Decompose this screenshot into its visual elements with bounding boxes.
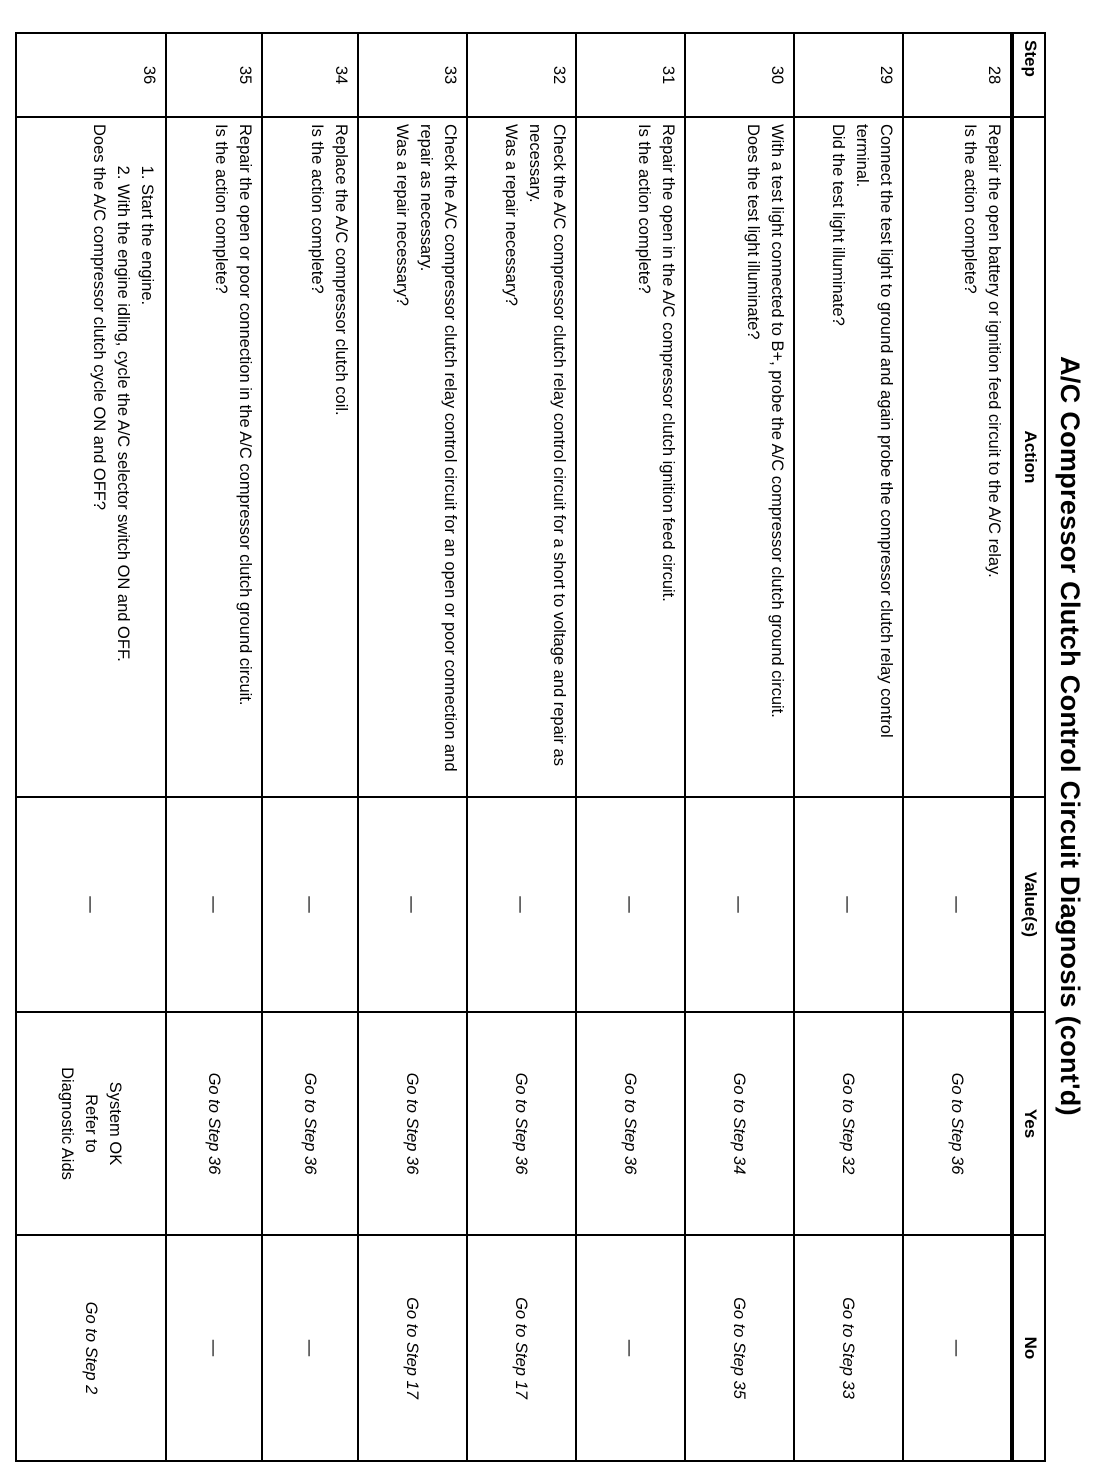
header-values: Value(s) (1012, 797, 1045, 1012)
value-cell: — (903, 797, 1012, 1012)
table-row (166, 33, 262, 1461)
action-step: 2. With the engine idling, cycle the A/C selector switch ON and OFF. (111, 184, 135, 790)
yes-goto-link: Go to Step 36 (301, 1072, 319, 1175)
step-number: 34 (262, 33, 358, 117)
action-question: Was a repair necessary? (502, 124, 520, 306)
yes-goto-link: Go to Step 34 (730, 1072, 749, 1175)
no-cell (576, 1235, 685, 1461)
action-step: 1. Start the engine. (135, 184, 159, 790)
step-number: 30 (685, 33, 794, 117)
yes-cell (166, 1012, 262, 1235)
no-goto-link: — (301, 1339, 319, 1357)
action-cell (262, 117, 358, 797)
no-goto-link: Go to Step 35 (730, 1297, 749, 1399)
action-question: Was a repair necessary? (393, 124, 411, 306)
no-cell (467, 1235, 576, 1461)
step-number: 29 (794, 33, 903, 117)
table-row (16, 33, 166, 1461)
action-text: Check the A/C compressor clutch relay control circuit for a short to voltage and repair as necessary. (526, 124, 568, 766)
no-cell (262, 1235, 358, 1461)
table-row (685, 33, 794, 1461)
header-step: Step (1012, 33, 1045, 117)
header-yes: Yes (1012, 1012, 1045, 1235)
value-cell: — (166, 797, 262, 1012)
action-cell (358, 117, 467, 797)
yes-cell (576, 1012, 685, 1235)
yes-goto-link: Go to Step 36 (621, 1072, 640, 1175)
step-number: 32 (467, 33, 576, 117)
yes-cell (685, 1012, 794, 1235)
action-steps-list (111, 124, 159, 790)
no-cell (358, 1235, 467, 1461)
action-question: Is the action complete? (961, 124, 979, 294)
yes-text: System OK (106, 1081, 124, 1166)
header-action: Action (1012, 117, 1045, 797)
action-question: Is the action complete? (308, 124, 326, 294)
value-cell: — (467, 797, 576, 1012)
action-cell (576, 117, 685, 797)
table-header-row (1012, 33, 1045, 1461)
action-text: With a test light connected to B+, probe the A/C compressor clutch ground circuit. (768, 124, 786, 718)
action-text: Check the A/C compressor clutch relay control circuit for an open or poor connection and repair as necessary. (417, 124, 459, 772)
table-row (794, 33, 903, 1461)
yes-cell (16, 1012, 166, 1235)
action-cell (685, 117, 794, 797)
action-cell (16, 117, 166, 797)
step-number: 31 (576, 33, 685, 117)
table-row (903, 33, 1012, 1461)
header-no: No (1012, 1235, 1045, 1461)
action-cell (903, 117, 1012, 797)
action-question: Does the test light illuminate? (744, 124, 762, 340)
table-row (467, 33, 576, 1461)
yes-cell (903, 1012, 1012, 1235)
yes-goto-link: Go to Step 36 (403, 1072, 422, 1175)
yes-goto-link: Go to Step 36 (948, 1072, 966, 1175)
no-goto-link: Go to Step 33 (839, 1297, 858, 1399)
yes-cell (467, 1012, 576, 1235)
action-text: Repair the open battery or ignition feed circuit to the A/C relay. (985, 124, 1003, 578)
yes-goto-link: Go to Step 32 (839, 1072, 858, 1175)
action-text: Repair the open in the A/C compressor clutch ignition feed circuit. (659, 124, 677, 602)
action-cell (166, 117, 262, 797)
step-number: 33 (358, 33, 467, 117)
value-cell: — (685, 797, 794, 1012)
yes-cell (358, 1012, 467, 1235)
action-text: Replace the A/C compressor clutch coil. (332, 124, 350, 416)
no-goto-link: Go to Step 17 (403, 1297, 422, 1399)
table-row (262, 33, 358, 1461)
yes-text: Refer to (82, 1094, 100, 1153)
step-number: 28 (903, 33, 1012, 117)
value-cell: — (262, 797, 358, 1012)
action-text: Connect the test light to ground and again probe the compressor clutch relay control terminal. (853, 124, 895, 738)
no-goto-link: — (948, 1339, 966, 1357)
action-question: Is the action complete? (212, 124, 230, 294)
no-cell (685, 1235, 794, 1461)
value-cell: — (358, 797, 467, 1012)
yes-text: Diagnostic Aids (58, 1067, 76, 1180)
no-cell (166, 1235, 262, 1461)
step-number: 36 (16, 33, 166, 117)
yes-cell (794, 1012, 903, 1235)
step-number: 35 (166, 33, 262, 117)
diagnosis-table (15, 32, 1046, 1462)
yes-cell (262, 1012, 358, 1235)
no-goto-link: — (621, 1339, 640, 1357)
yes-goto-link: Go to Step 36 (512, 1072, 531, 1175)
no-goto-link: Go to Step 2 (82, 1301, 100, 1395)
value-cell: — (794, 797, 903, 1012)
action-question: Does the A/C compressor clutch cycle ON and OFF? (90, 124, 108, 511)
action-cell (794, 117, 903, 797)
page-title: A/C Compressor Clutch Control Circuit Diagnosis (cont'd) (1055, 356, 1085, 1116)
no-goto-link: — (205, 1339, 223, 1357)
no-goto-link: Go to Step 17 (512, 1297, 531, 1399)
no-cell (903, 1235, 1012, 1461)
table-row (576, 33, 685, 1461)
yes-goto-link: Go to Step 36 (205, 1072, 223, 1175)
table-row (358, 33, 467, 1461)
value-cell: — (16, 797, 166, 1012)
no-cell (16, 1235, 166, 1461)
value-cell: — (576, 797, 685, 1012)
action-question: Is the action complete? (635, 124, 653, 294)
action-text: Repair the open or poor connection in the A/C compressor clutch ground circuit. (236, 124, 254, 706)
action-cell (467, 117, 576, 797)
action-question: Did the test light illuminate? (829, 124, 847, 326)
no-cell (794, 1235, 903, 1461)
